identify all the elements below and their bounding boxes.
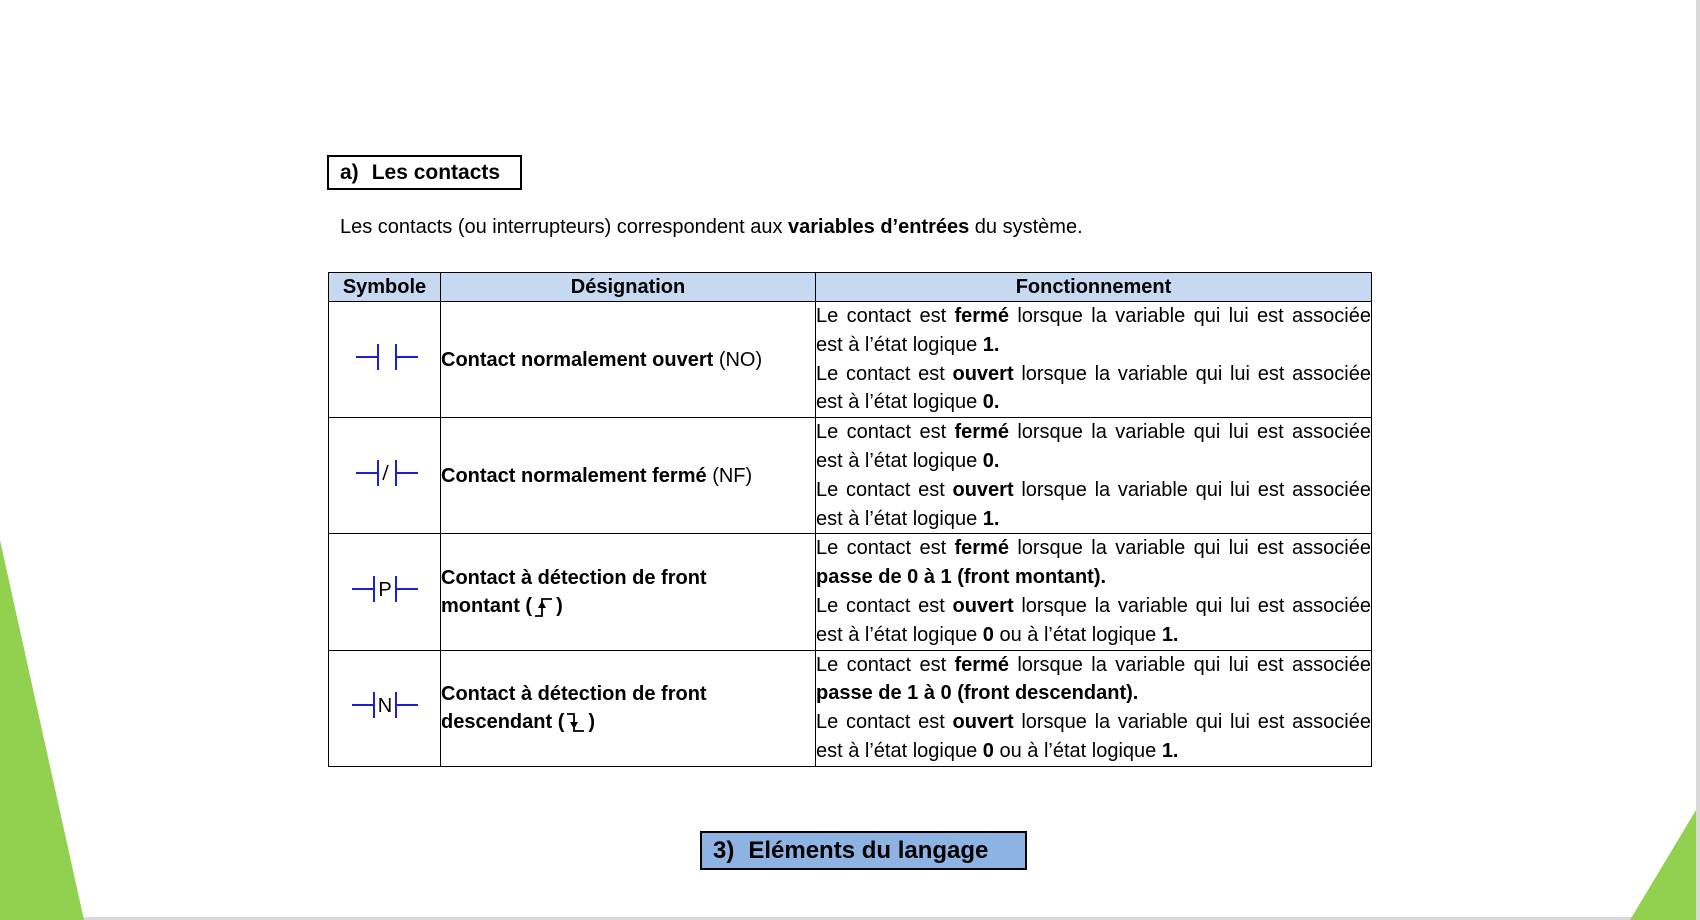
section-a-label: a) [340,160,359,184]
section-3-heading [700,831,1027,870]
green-triangle-right [1630,810,1700,920]
table-row [329,534,1372,650]
symbol-cell [329,534,441,650]
contact-p-icon [350,572,420,606]
function-open-text: Le contact est ouvert lorsque la variable qui lui est associée est à l’état logique 0 ou à l’état logique 1. [816,711,1371,762]
designation-text: Contact à détection de front [441,683,707,706]
table-row [329,302,1372,418]
function-open-text: Le contact est ouvert lorsque la variable qui lui est associée est à l’état logique 1. [816,478,1371,530]
designation-cell [441,534,816,650]
symbol-cell [329,302,441,418]
designation-abbr: (NO) [718,348,763,371]
function-open-text: Le contact est ouvert lorsque la variable qui lui est associée est à l’état logique 0 ou à l’état logique 1. [816,594,1371,646]
section-3-label: 3) [713,836,735,864]
designation-abbr: (NF) [712,464,753,487]
designation-close: ) [556,594,563,617]
function-closed-text: Le contact est fermé lorsque la variable qui lui est associée passe de 0 à 1 (front montant). [816,537,1371,589]
function-cell [816,650,1372,766]
function-cell [816,418,1372,534]
table-header-row [329,273,1372,302]
designation-cell [441,650,816,766]
falling-edge-icon [566,710,586,736]
contact-p-letter: P [377,578,392,601]
intro-text-start: Les contacts (ou interrupteurs) correspondent aux [340,216,789,238]
contacts-table [328,272,1372,767]
table-row [329,418,1372,534]
designation-text-line2: descendant ( [441,711,565,734]
function-cell [816,302,1372,418]
designation-cell [441,418,816,534]
header-symbole: Symbole [329,273,441,302]
section-a-heading [327,155,522,190]
designation-text: Contact à détection de front [441,566,707,589]
intro-text-end: du système. [969,216,1083,238]
symbol-cell [329,650,441,766]
slide-right-border [1696,0,1700,920]
function-closed-text: Le contact est fermé lorsque la variable qui lui est associée passe de 1 à 0 (front descendant). [816,653,1371,705]
function-cell [816,534,1372,650]
designation-cell [441,302,816,418]
contact-no-icon [350,340,420,374]
symbol-cell [329,418,441,534]
table-row [329,650,1372,766]
function-closed-text: Le contact est fermé lorsque la variable qui lui est associée est à l’état logique 0. [816,421,1371,472]
intro-text [340,216,1083,239]
rising-edge-icon [534,594,554,620]
designation-text-line2: montant ( [441,594,533,617]
contact-nf-icon [350,456,420,490]
contact-n-icon [350,688,420,722]
designation-text: Contact normalement ouvert [441,348,714,371]
green-triangle-left [0,540,90,920]
intro-text-bold: variables d’entrées [788,216,970,238]
section-a-title: Les contacts [371,160,501,184]
header-designation: Désignation [441,273,816,302]
designation-text: Contact normalement fermé [441,464,707,487]
contact-n-letter: N [377,695,392,718]
function-open-text: Le contact est ouvert lorsque la variable qui lui est associée est à l’état logique 0. [816,362,1371,414]
section-3-title: Eléments du langage [748,836,989,864]
designation-close: ) [588,711,596,734]
function-closed-text: Le contact est fermé lorsque la variable qui lui est associée est à l’état logique 1. [816,305,1371,356]
header-fonctionnement: Fonctionnement [816,273,1372,302]
